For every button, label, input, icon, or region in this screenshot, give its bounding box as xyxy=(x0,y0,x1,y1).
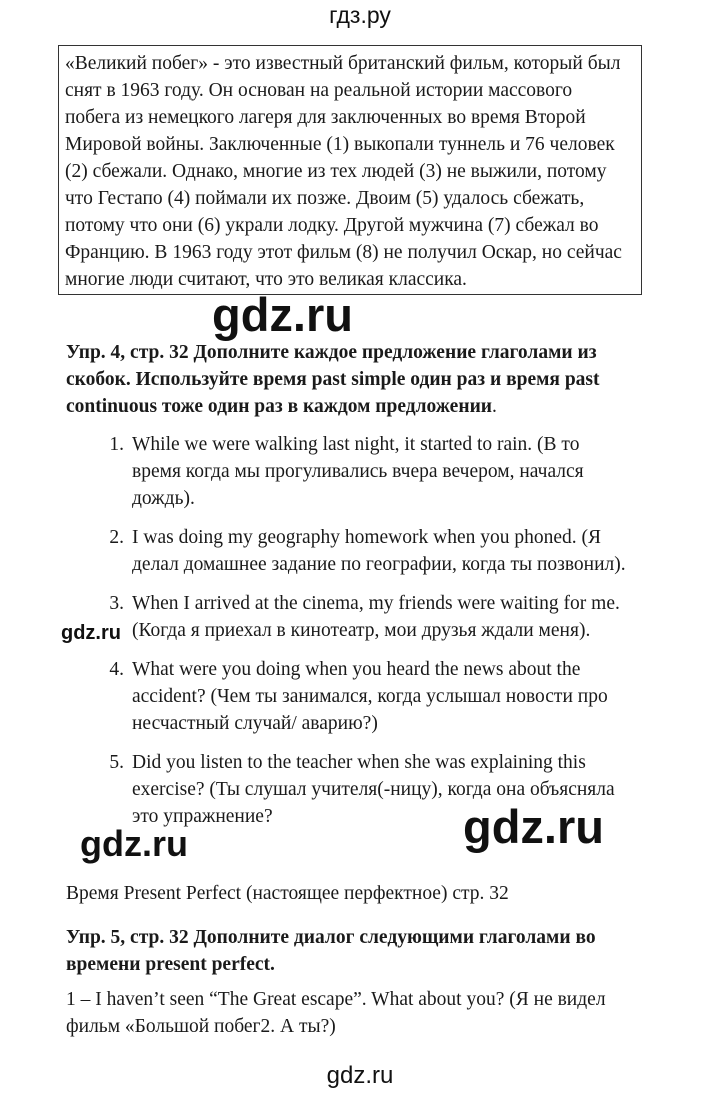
watermark: gdz.ru xyxy=(212,288,353,341)
heading-line: Упр. 5, стр. 32 Дополните диалог следующими глаголами во xyxy=(66,927,596,948)
item-number: 5. xyxy=(109,752,124,773)
item-text: What were you doing when you heard the news about the accident? (Чем ты занимался, когда услышал новости про несчастный случай/ аварию?) xyxy=(132,659,608,734)
footer-watermark: gdz.ru xyxy=(326,1062,394,1089)
item-text: I was doing my geography homework when you phoned. (Я делал домашнее задание по географии, когда ты позвонил). xyxy=(132,527,626,575)
box-line: «Великий побег» - это известный британский фильм, который был xyxy=(65,53,621,74)
heading-line: времени present perfect. xyxy=(66,954,275,975)
box-line: многие люди считают, что это великая классика. xyxy=(65,269,467,290)
exercise-5-heading xyxy=(66,924,636,978)
box-line: Францию. В 1963 году этот фильм (8) не получил Оскар, но сейчас xyxy=(65,242,622,263)
box-line: побега из немецкого лагеря для заключенных во время Второй xyxy=(65,107,586,128)
box-line: снят в 1963 году. Он основан на реальной истории массового xyxy=(65,80,573,101)
item-number: 2. xyxy=(109,527,124,548)
heading-line: Упр. 4, стр. 32 Дополните каждое предложение глаголами из xyxy=(66,342,597,363)
item-text: While we were walking last night, it started to rain. (В то время когда мы прогуливались вчера вечером, начался дождь). xyxy=(132,434,584,509)
box-line: Мировой войны. Заключенные (1) выкопали туннель и 76 человек xyxy=(65,134,615,155)
box-line: потому что они (6) украли лодку. Другой мужчина (7) сбежал во xyxy=(65,215,599,236)
box-line: (2) сбежали. Однако, многие из тех людей (3) не выжили, потому xyxy=(65,161,607,182)
item-number: 1. xyxy=(109,434,124,455)
site-header[interactable]: гдз.ру xyxy=(329,2,391,28)
item-number: 4. xyxy=(109,659,124,680)
heading-line: continuous тоже один раз в каждом предложении. xyxy=(66,396,497,417)
exercise-4-heading xyxy=(66,339,636,420)
item-text: Did you listen to the teacher when she was explaining this exercise? (Ты слушал учителя(-ницу), когда она объясняла это упражнение? xyxy=(132,752,615,827)
watermark: gdz.ru xyxy=(463,800,604,853)
dialogue-line: 1 – I haven’t seen “The Great escape”. What about you? (Я не видел фильм «Большой побег2. А ты?) xyxy=(66,989,606,1037)
section-title: Время Present Perfect (настоящее перфектное) стр. 32 xyxy=(66,883,509,904)
story-text-box xyxy=(58,45,642,295)
item-text: When I arrived at the cinema, my friends were waiting for me. (Когда я приехал в кинотеатр, мои друзья ждали меня). xyxy=(132,593,620,641)
heading-line: скобок. Используйте время past simple один раз и время past xyxy=(66,369,600,390)
item-number: 3. xyxy=(109,593,124,614)
watermark: gdz.ru xyxy=(61,622,121,644)
watermark: gdz.ru xyxy=(80,823,188,864)
box-line: что Гестапо (4) поймали их позже. Двоим (5) удалось сбежать, xyxy=(65,188,585,209)
